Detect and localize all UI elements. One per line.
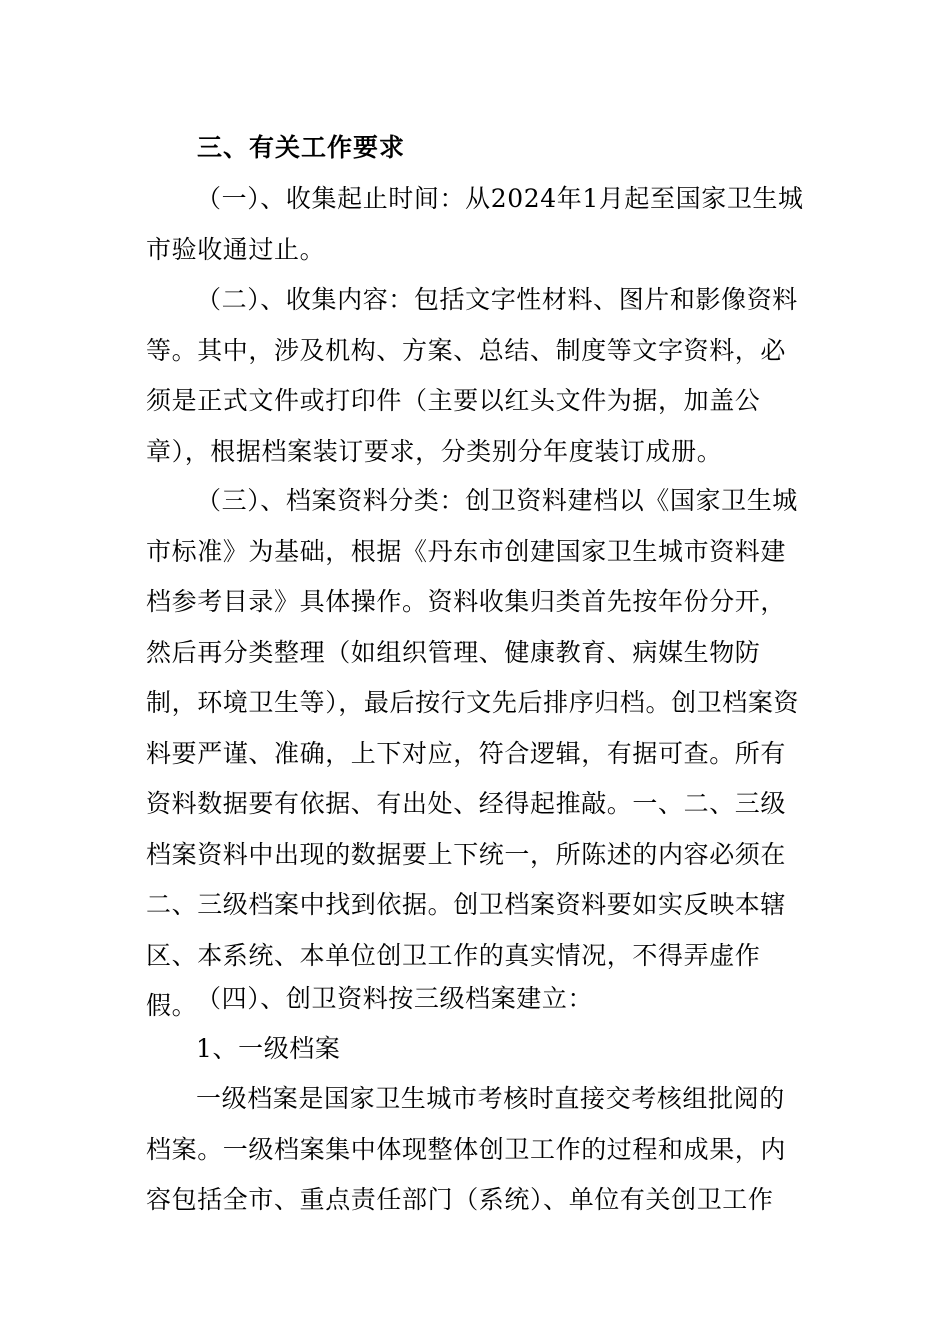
- paragraph-archive-classification: （三）、档案资料分类：创卫资料建档以《国家卫生城市标准》为基础，根据《丹东市创建国家卫生城市资料建档参考目录》具体操作。资料收集归类首先按年份分开，然后再分类整理（如组织管理、健康教育、病媒生物防制，环境卫生等），最后按行文先后排序归档。创卫档案资料要严谨、准确，上下对应，符合逻辑，有据可查。所有资料数据要有依据、有出处、经得起推敲。一、二、三级档案资料中出现的数据要上下统一，所陈述的内容必须在二、三级档案中找到依据。创卫档案资料要如实反映本辖区、本系统、本单位创卫工作的真实情况，不得弄虚作假。: [146, 486, 800, 1020]
- paragraph-level-one-title: 1、一级档案: [196, 1034, 341, 1063]
- paragraph-collection-period: （一）、收集起止时间：从2024年1月起至国家卫生城市验收通过止。: [146, 184, 804, 264]
- paragraph-level-one-description: 一级档案是国家卫生城市考核时直接交考核组批阅的档案。一级档案集中体现整体创卫工作的过程和成果，内容包括全市、重点责任部门（系统）、单位有关创卫工作: [146, 1084, 787, 1214]
- paragraph-three-level-archives: （四）、创卫资料按三级档案建立：: [196, 984, 594, 1013]
- paragraph-collection-content: （二）、收集内容：包括文字性材料、图片和影像资料等。其中，涉及机构、方案、总结、制度等文字资料，必须是正式文件或打印件（主要以红头文件为据，加盖公章），根据档案装订要求，分类别分年度装订成册。: [146, 285, 798, 466]
- section-heading: 三、有关工作要求: [197, 133, 406, 162]
